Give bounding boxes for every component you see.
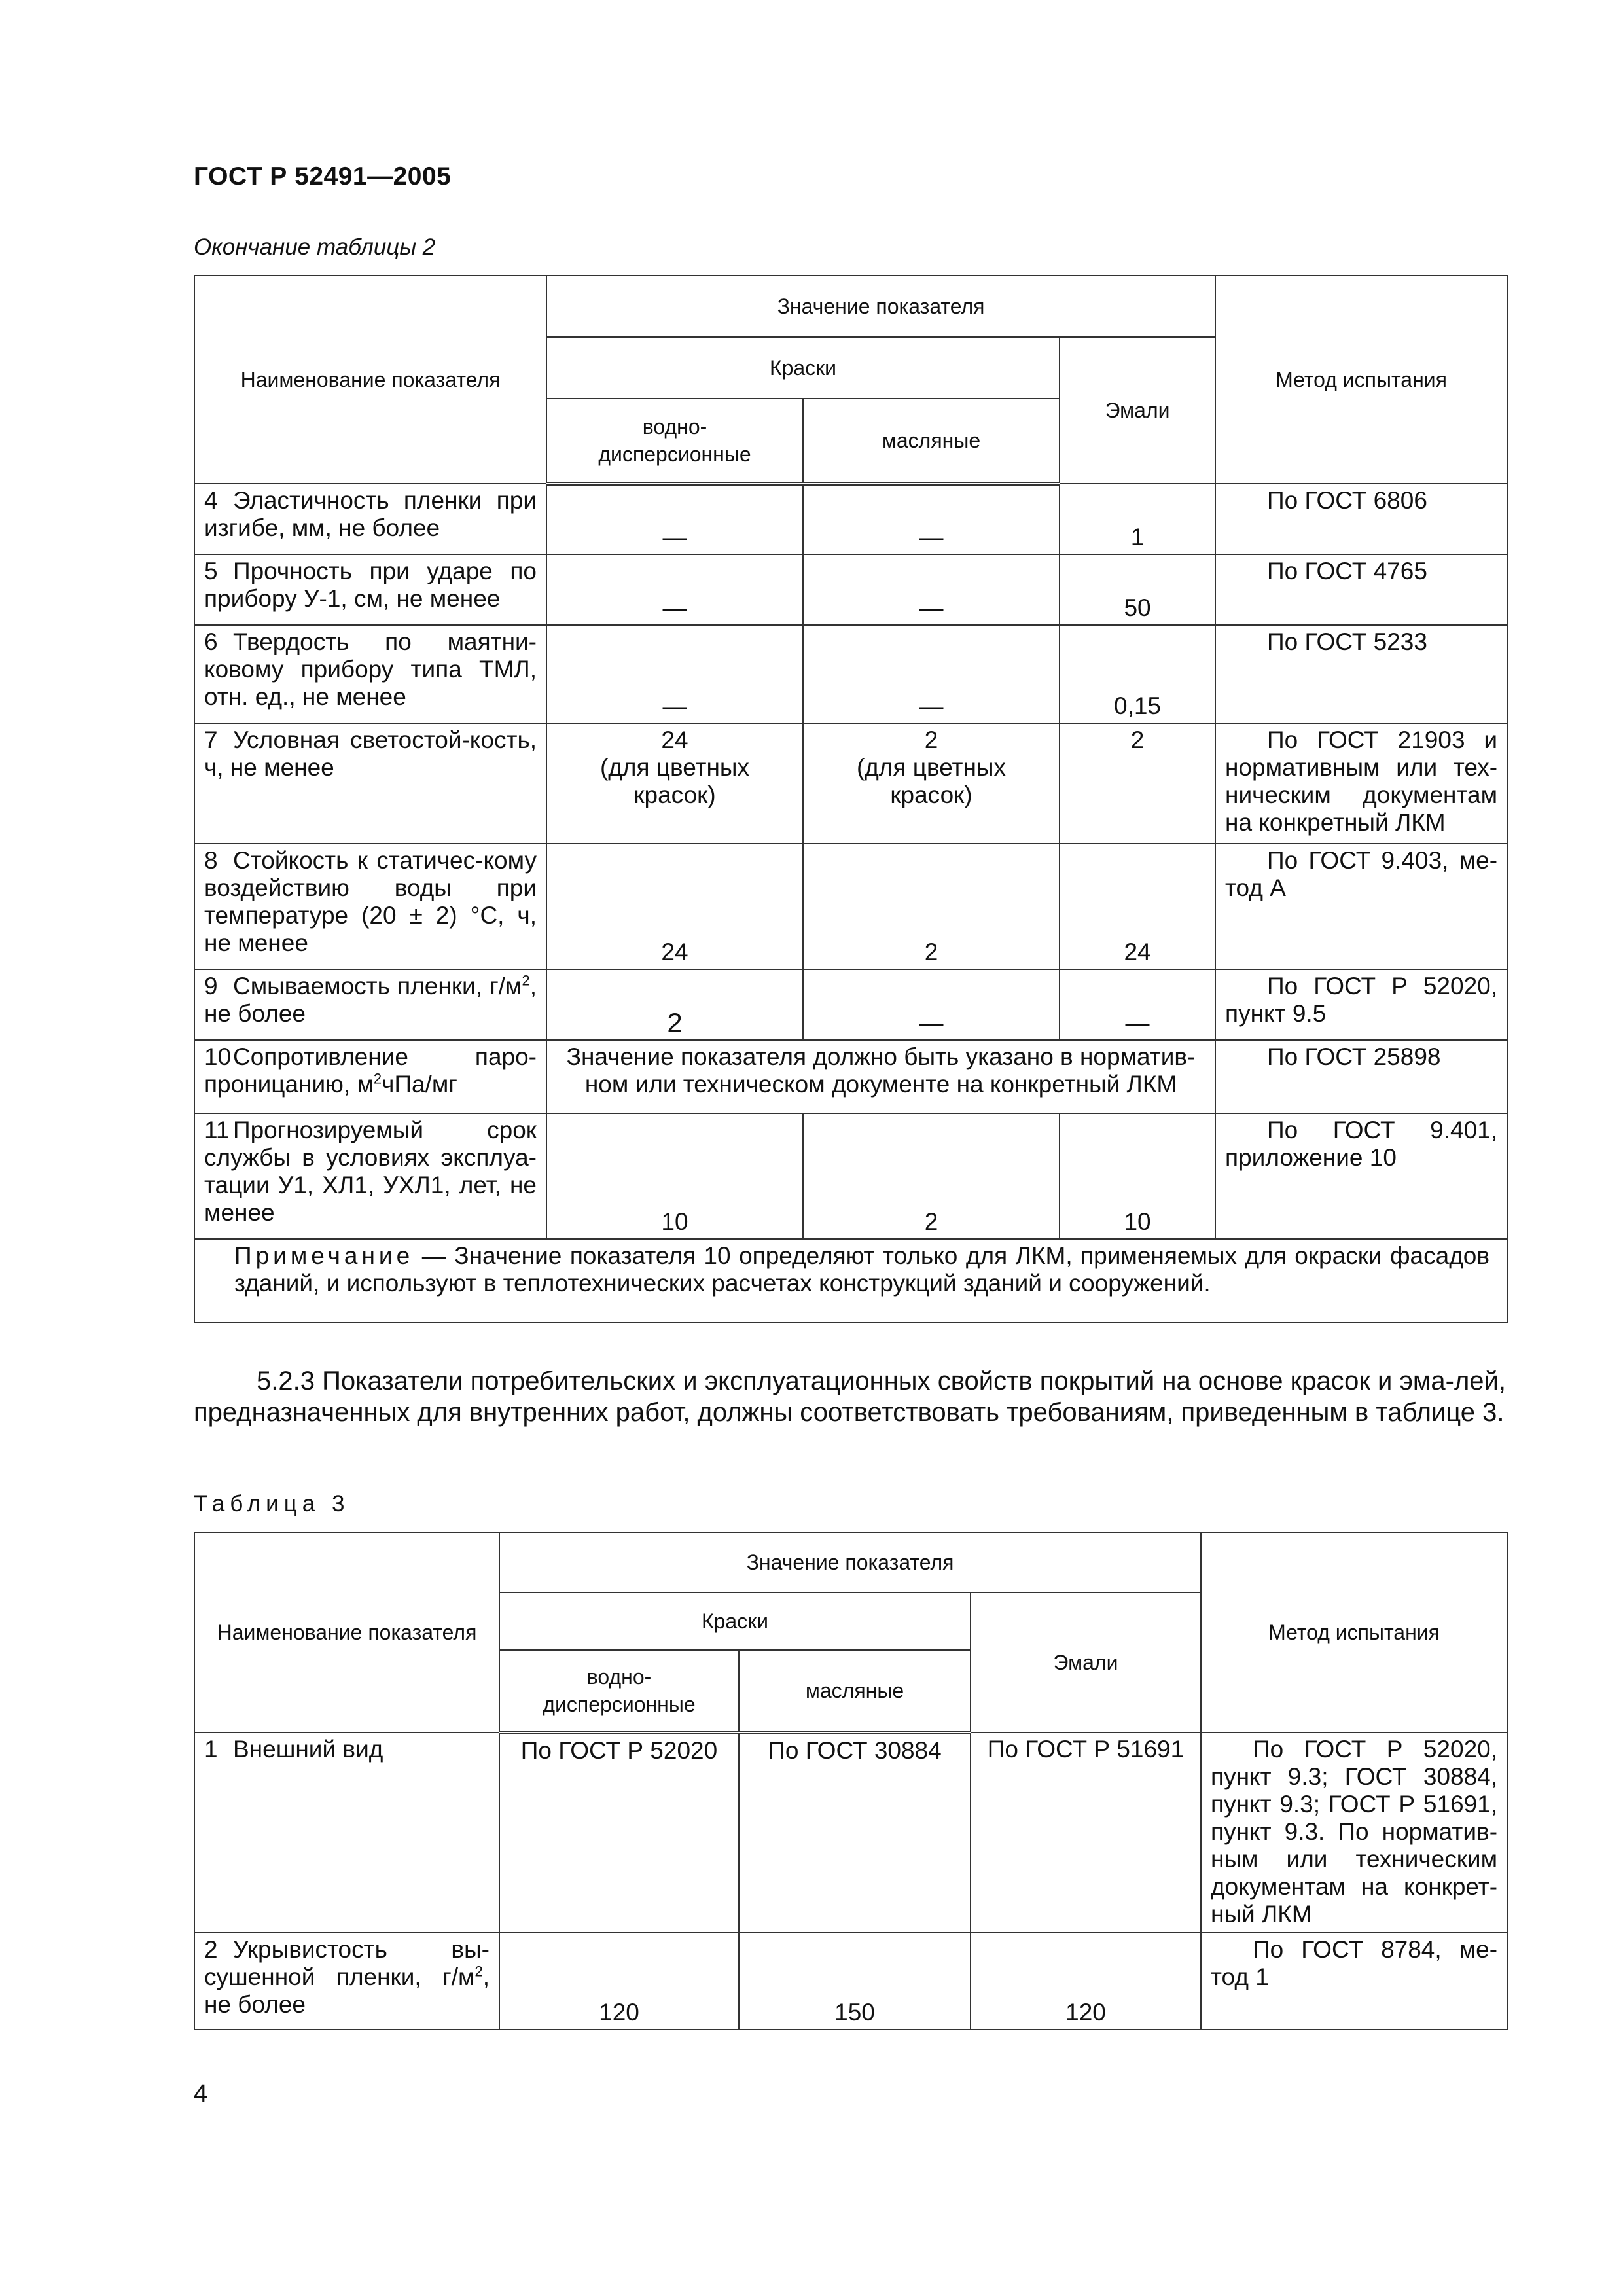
- test-method: По ГОСТ 5233: [1215, 625, 1507, 723]
- value-oil: 2 (для цветных красок): [803, 723, 1060, 844]
- test-method: По ГОСТ 25898: [1215, 1040, 1507, 1113]
- indicator-name: 6 Твердость по маятни-ковому прибору типа ТМЛ, отн. ед., не менее: [194, 625, 546, 723]
- note-label: Примечание: [234, 1242, 414, 1269]
- row-number: 5: [204, 558, 218, 584]
- value-water: По ГОСТ Р 52020: [499, 1732, 739, 1933]
- row-number: 1: [204, 1736, 218, 1763]
- value-water: 24 (для цветных красок): [546, 723, 803, 844]
- value-enamel: 24: [1060, 844, 1215, 969]
- table-row: [194, 723, 1507, 844]
- value-water: 2: [546, 969, 803, 1040]
- indicator-name: 11 Прогнозируемый срок службы в условиях эксплуа-тации У1, ХЛ1, УХЛ1, лет, не менее: [194, 1113, 546, 1239]
- value-oil: —: [803, 554, 1060, 625]
- test-method: По ГОСТ 6806: [1215, 484, 1507, 554]
- table-row: [194, 1933, 1507, 2030]
- value-enamel: 50: [1060, 554, 1215, 625]
- value-enamel: 120: [971, 1933, 1201, 2030]
- value-enamel: —: [1060, 969, 1215, 1040]
- indicator-name: 10Сопротивление паро-проницанию, $м^2чПа/мг$: [194, 1040, 546, 1113]
- note-text: — Значение показателя 10 определяют только для ЛКМ, применяемых для окраски фасадов зданий, и используют в теплотехнических расчетах конструкций зданий и сооружений.: [234, 1242, 1490, 1297]
- value-span-note: Значение показателя должно быть указано в норматив-ном или техническом документе на конкретный ЛКМ: [546, 1040, 1215, 1113]
- value-water: 120: [499, 1933, 739, 2030]
- header-method: Метод испытания: [1201, 1532, 1507, 1732]
- value-enamel: 0,15: [1060, 625, 1215, 723]
- header-method: Метод испытания: [1215, 276, 1507, 484]
- value-water: —: [546, 625, 803, 723]
- value-enamel: По ГОСТ Р 51691: [971, 1732, 1201, 1933]
- value-oil: 2: [803, 1113, 1060, 1239]
- value-enamel: 10: [1060, 1113, 1215, 1239]
- value-oil: —: [803, 484, 1060, 554]
- indicator-name: 1 Внешний вид: [194, 1732, 499, 1933]
- row-number: 11: [204, 1117, 230, 1143]
- row-number: 7: [204, 726, 218, 753]
- table-3-caption: Таблица 3: [194, 1491, 350, 1516]
- test-method: По ГОСТ 9.403, ме-тод А: [1215, 844, 1507, 969]
- value-water: 24: [546, 844, 803, 969]
- header-oil: масляные: [803, 399, 1060, 484]
- header-name: Наименование показателя: [194, 276, 546, 484]
- value-water: 10: [546, 1113, 803, 1239]
- table-row: [194, 1040, 1507, 1113]
- test-method: По ГОСТ 8784, ме-тод 1: [1201, 1933, 1507, 2030]
- table-2-caption: Окончание таблицы 2: [194, 234, 436, 260]
- value-water: —: [546, 554, 803, 625]
- value-oil: 2: [803, 844, 1060, 969]
- header-enamels: Эмали: [971, 1592, 1201, 1732]
- page-number: 4: [194, 2080, 208, 2108]
- indicator-name: 2 Укрывистость вы-сушенной пленки, $г/м^2$, не более: [194, 1933, 499, 2030]
- row-number: 10: [204, 1043, 232, 1070]
- table-note: [194, 1239, 1507, 1323]
- table-note-row: [194, 1239, 1507, 1323]
- value-oil: 150: [739, 1933, 971, 2030]
- header-water-dispersion: водно- дисперсионные: [546, 399, 803, 484]
- test-method: По ГОСТ 4765: [1215, 554, 1507, 625]
- value-oil: По ГОСТ 30884: [739, 1732, 971, 1933]
- test-method: По ГОСТ Р 52020, пункт 9.3; ГОСТ 30884, пункт 9.3; ГОСТ Р 51691, пункт 9.3. По норматив-ным или техническим документам на конкрет-ный ЛКМ: [1201, 1732, 1507, 1933]
- paragraph-5-2-3: 5.2.3 Показатели потребительских и эксплуатационных свойств покрытий на основе красок и эма-лей, предназначенных для внутренних работ, должны соответствовать требованиям, приведенным в таблице 3.: [194, 1367, 1506, 1427]
- table-2: [194, 275, 1508, 1323]
- header-name: Наименование показателя: [194, 1532, 499, 1732]
- table-row: [194, 554, 1507, 625]
- row-number: 4: [204, 487, 218, 514]
- table-row: [194, 1113, 1507, 1239]
- table-row: [194, 844, 1507, 969]
- header-paints: Краски: [546, 337, 1060, 399]
- value-water: —: [546, 484, 803, 554]
- test-method: По ГОСТ Р 52020, пункт 9.5: [1215, 969, 1507, 1040]
- table-row: [194, 1732, 1507, 1933]
- table-row: [194, 484, 1507, 554]
- indicator-name: 9 Смываемость пленки, $г/м^2$, не более: [194, 969, 546, 1040]
- row-number: 8: [204, 847, 218, 874]
- header-paints: Краски: [499, 1592, 971, 1650]
- indicator-name: 7 Условная светостой-кость, ч, не менее: [194, 723, 546, 844]
- header-oil: масляные: [739, 1650, 971, 1732]
- header-enamels: Эмали: [1060, 337, 1215, 484]
- value-enamel: 2: [1060, 723, 1215, 844]
- test-method: По ГОСТ 9.401, приложение 10: [1215, 1113, 1507, 1239]
- table-row: [194, 625, 1507, 723]
- row-number: 6: [204, 628, 218, 655]
- row-number: 2: [204, 1936, 218, 1963]
- value-oil: —: [803, 625, 1060, 723]
- indicator-name: 4 Эластичность пленки при изгибе, мм, не более: [194, 484, 546, 554]
- indicator-name: 8 Стойкость к статичес-кому воздействию воды при температуре (20 ± 2) °С, ч, не менее: [194, 844, 546, 969]
- test-method: По ГОСТ 21903 и нормативным или тех-ническим документам на конкретный ЛКМ: [1215, 723, 1507, 844]
- header-value: Значение показателя: [499, 1532, 1201, 1592]
- indicator-name: 5 Прочность при ударе по прибору У-1, см, не менее: [194, 554, 546, 625]
- value-oil: —: [803, 969, 1060, 1040]
- header-water-dispersion: водно- дисперсионные: [499, 1650, 739, 1732]
- table-3: [194, 1532, 1508, 2030]
- document-header: ГОСТ Р 52491—2005: [194, 162, 452, 190]
- row-number: 9: [204, 973, 218, 999]
- table-row: [194, 969, 1507, 1040]
- value-enamel: 1: [1060, 484, 1215, 554]
- header-value: Значение показателя: [546, 276, 1215, 337]
